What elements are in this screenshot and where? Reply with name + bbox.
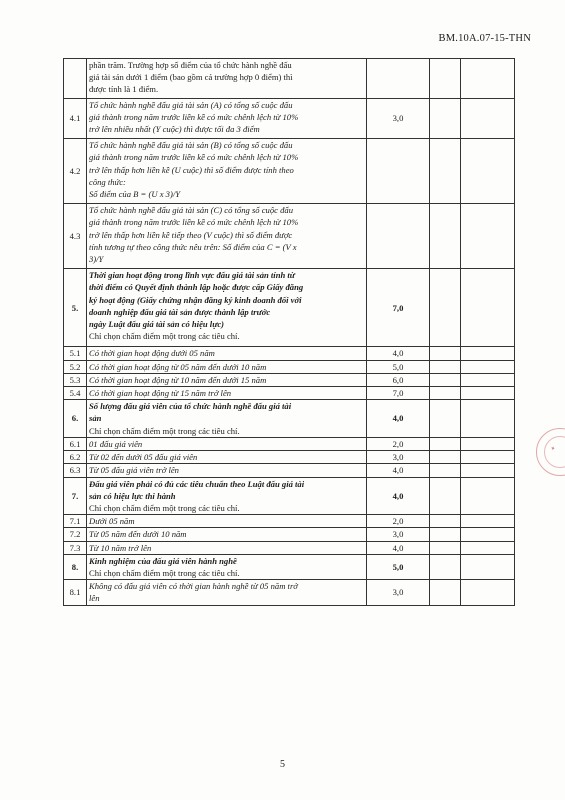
criteria-number: 8. (64, 554, 87, 579)
criteria-number: 5.3 (64, 373, 87, 386)
criteria-line: trở lên nhiều nhất (Y cuộc) thì được tối đa 3 điểm (89, 124, 260, 135)
criteria-number: 5. (64, 269, 87, 347)
criteria-number: 4.3 (64, 204, 87, 269)
criteria-row (64, 373, 515, 386)
criteria-number: 4.1 (64, 98, 87, 139)
max-score: 3,0 (367, 98, 430, 139)
page-number: 5 (280, 759, 285, 770)
criteria-content (87, 204, 367, 269)
score-column-a (430, 541, 461, 554)
criteria-content (87, 528, 367, 541)
criteria-content (87, 515, 367, 528)
criteria-content (87, 347, 367, 360)
criteria-note: Chỉ chọn chấm điểm một trong các tiêu chí. (89, 502, 240, 513)
criteria-row (64, 400, 515, 438)
criteria-line: giá tài sản dưới 1 điểm (bao gồm cả trường hợp 0 điểm) thì (89, 72, 293, 83)
criteria-line: Số lượng đấu giá viên của tổ chức hành nghề đấu giá tài (89, 401, 292, 412)
score-column-b (461, 360, 515, 373)
criteria-line: phần trăm. Trường hợp số điểm của tổ chức hành nghề đấu (89, 60, 292, 70)
criteria-line: 3)/Y (89, 254, 104, 265)
max-score: 4,0 (367, 477, 430, 515)
score-column-b (461, 59, 515, 99)
criteria-line: sản có hiệu lực thi hành (89, 490, 176, 501)
max-score (367, 59, 430, 99)
score-column-b (461, 541, 515, 554)
criteria-line: Tổ chức hành nghề đấu giá tài sản (A) có tổng số cuộc đấu (89, 99, 293, 110)
criteria-line: Có thời gian hoạt động từ 10 năm đến dưới 15 năm (89, 374, 267, 385)
criteria-line: lên (89, 593, 100, 604)
criteria-line: Tổ chức hành nghề đấu giá tài sản (C) có tổng số cuộc đấu (89, 205, 293, 216)
score-column-b (461, 98, 515, 139)
criteria-content (87, 541, 367, 554)
criteria-line: trở lên thấp hơn liền kề tiếp theo (V cuộc) thì số điểm được (89, 229, 293, 240)
criteria-line: sản (89, 413, 102, 424)
score-column-a (430, 139, 461, 204)
score-column-a (430, 204, 461, 269)
criteria-line: Từ 05 năm đến dưới 10 năm (89, 529, 187, 540)
criteria-row (64, 347, 515, 360)
criteria-number: 7.3 (64, 541, 87, 554)
score-column-b (461, 269, 515, 347)
criteria-number: 6. (64, 400, 87, 438)
criteria-number: 5.4 (64, 387, 87, 400)
criteria-number: 4.2 (64, 139, 87, 204)
max-score: 7,0 (367, 387, 430, 400)
criteria-row (64, 554, 515, 579)
criteria-line: Có thời gian hoạt động dưới 05 năm (89, 348, 215, 359)
criteria-line: Thời gian hoạt động trong lĩnh vực đấu giá tài sản tính từ (89, 270, 295, 281)
max-score: 2,0 (367, 437, 430, 450)
criteria-line: Dưới 05 năm (89, 516, 135, 527)
criteria-number: 5.1 (64, 347, 87, 360)
criteria-line: Kinh nghiệm của đấu giá viên hành nghề (89, 555, 237, 566)
score-column-b (461, 464, 515, 477)
criteria-number: 6.2 (64, 451, 87, 464)
criteria-content (87, 477, 367, 515)
criteria-number: 6.3 (64, 464, 87, 477)
criteria-row (64, 204, 515, 269)
criteria-row (64, 98, 515, 139)
score-column-a (430, 477, 461, 515)
criteria-line: Từ 05 đấu giá viên trở lên (89, 465, 179, 476)
score-column-b (461, 400, 515, 438)
criteria-row (64, 59, 515, 99)
criteria-content (87, 269, 367, 347)
score-column-b (461, 437, 515, 450)
criteria-note: Chỉ chọn chấm điểm một trong các tiêu chí. (89, 331, 240, 342)
score-column-a (430, 269, 461, 347)
score-column-b (461, 515, 515, 528)
criteria-note: Chỉ chọn chấm điểm một trong các tiêu chí. (89, 425, 240, 436)
score-column-a (430, 98, 461, 139)
criteria-content (87, 139, 367, 204)
criteria-row (64, 139, 515, 204)
score-column-a (430, 373, 461, 386)
criteria-line: Không có đấu giá viên có thời gian hành nghề từ 05 năm trở (89, 581, 298, 592)
red-stamp-seal: ✦ (536, 428, 565, 476)
criteria-row (64, 387, 515, 400)
criteria-line: Có thời gian hoạt động từ 05 năm đến dưới 10 năm (89, 361, 267, 372)
criteria-content (87, 360, 367, 373)
criteria-content (87, 580, 367, 605)
score-column-a (430, 580, 461, 605)
criteria-content (87, 373, 367, 386)
criteria-line: Từ 10 năm trở lên (89, 542, 152, 553)
score-column-a (430, 360, 461, 373)
criteria-line: giá thành trong năm trước liền kề có mức chênh lệch từ 10% (89, 111, 299, 122)
criteria-line: được tính là 1 điểm. (89, 84, 159, 95)
max-score: 4,0 (367, 347, 430, 360)
max-score: 4,0 (367, 541, 430, 554)
criteria-row (64, 360, 515, 373)
criteria-row (64, 541, 515, 554)
max-score: 5,0 (367, 360, 430, 373)
criteria-line: Số điểm của B = (U x 3)/Y (89, 189, 181, 200)
criteria-number: 6.1 (64, 437, 87, 450)
criteria-row (64, 580, 515, 605)
criteria-line: trở lên thấp hơn liền kề (U cuộc) thì số điểm được tính theo (89, 164, 294, 175)
criteria-content (87, 59, 367, 99)
criteria-line: 01 đấu giá viên (89, 438, 143, 449)
criteria-content (87, 387, 367, 400)
criteria-line: ngày Luật đấu giá tài sản có hiệu lực) (89, 319, 225, 330)
max-score: 5,0 (367, 554, 430, 579)
criteria-line: ký hoạt động (Giấy chứng nhận đăng ký kinh doanh đối với (89, 294, 302, 305)
score-column-a (430, 451, 461, 464)
score-column-a (430, 464, 461, 477)
criteria-row (64, 515, 515, 528)
score-column-b (461, 139, 515, 204)
score-column-b (461, 580, 515, 605)
criteria-number: 8.1 (64, 580, 87, 605)
criteria-number: 7.2 (64, 528, 87, 541)
max-score: 7,0 (367, 269, 430, 347)
criteria-number: 7.1 (64, 515, 87, 528)
max-score: 4,0 (367, 400, 430, 438)
score-column-b (461, 347, 515, 360)
criteria-line: Từ 02 đến dưới 05 đấu giá viên (89, 452, 198, 463)
criteria-row (64, 528, 515, 541)
criteria-content (87, 98, 367, 139)
score-column-b (461, 554, 515, 579)
score-column-b (461, 204, 515, 269)
criteria-line: doanh nghiệp đấu giá tài sản được thành lập trước (89, 306, 271, 317)
score-column-a (430, 515, 461, 528)
criteria-line: công thức: (89, 176, 126, 187)
criteria-row (64, 269, 515, 347)
max-score: 6,0 (367, 373, 430, 386)
max-score: 4,0 (367, 464, 430, 477)
score-column-b (461, 451, 515, 464)
criteria-content (87, 451, 367, 464)
score-column-a (430, 400, 461, 438)
criteria-number: 7. (64, 477, 87, 515)
score-column-a (430, 528, 461, 541)
max-score: 2,0 (367, 515, 430, 528)
criteria-note: Chỉ chọn chấm điểm một trong các tiêu chí. (89, 567, 240, 578)
criteria-content (87, 464, 367, 477)
score-column-a (430, 347, 461, 360)
criteria-row (64, 451, 515, 464)
criteria-line: giá thành trong năm trước liền kề có mức chênh lệch từ 10% (89, 217, 299, 228)
criteria-line: giá thành trong năm trước liền kề có mức chênh lệch từ 10% (89, 152, 299, 163)
criteria-line: tính tương tự theo công thức nêu trên: Số điểm của C = (V x (89, 241, 297, 252)
criteria-line: thời điểm có Quyết định thành lập hoặc được cấp Giấy đăng (89, 282, 304, 293)
criteria-line: Có thời gian hoạt động từ 15 năm trở lên (89, 388, 232, 399)
criteria-line: Đấu giá viên phải có đủ các tiêu chuẩn theo Luật đấu giá tài (89, 478, 305, 489)
max-score (367, 204, 430, 269)
criteria-row (64, 477, 515, 515)
score-column-a (430, 59, 461, 99)
criteria-table (63, 58, 515, 606)
score-column-b (461, 387, 515, 400)
criteria-number (64, 59, 87, 99)
score-column-b (461, 373, 515, 386)
score-column-a (430, 387, 461, 400)
criteria-content (87, 554, 367, 579)
criteria-row (64, 464, 515, 477)
criteria-line: Tổ chức hành nghề đấu giá tài sản (B) có tổng số cuộc đấu (89, 140, 293, 151)
score-column-a (430, 554, 461, 579)
criteria-content (87, 400, 367, 438)
score-column-b (461, 528, 515, 541)
score-column-a (430, 437, 461, 450)
criteria-number: 5.2 (64, 360, 87, 373)
document-code: BM.10A.07-15-THN (438, 33, 531, 44)
max-score: 3,0 (367, 451, 430, 464)
max-score: 3,0 (367, 580, 430, 605)
score-column-b (461, 477, 515, 515)
max-score (367, 139, 430, 204)
max-score: 3,0 (367, 528, 430, 541)
criteria-row (64, 437, 515, 450)
criteria-content (87, 437, 367, 450)
